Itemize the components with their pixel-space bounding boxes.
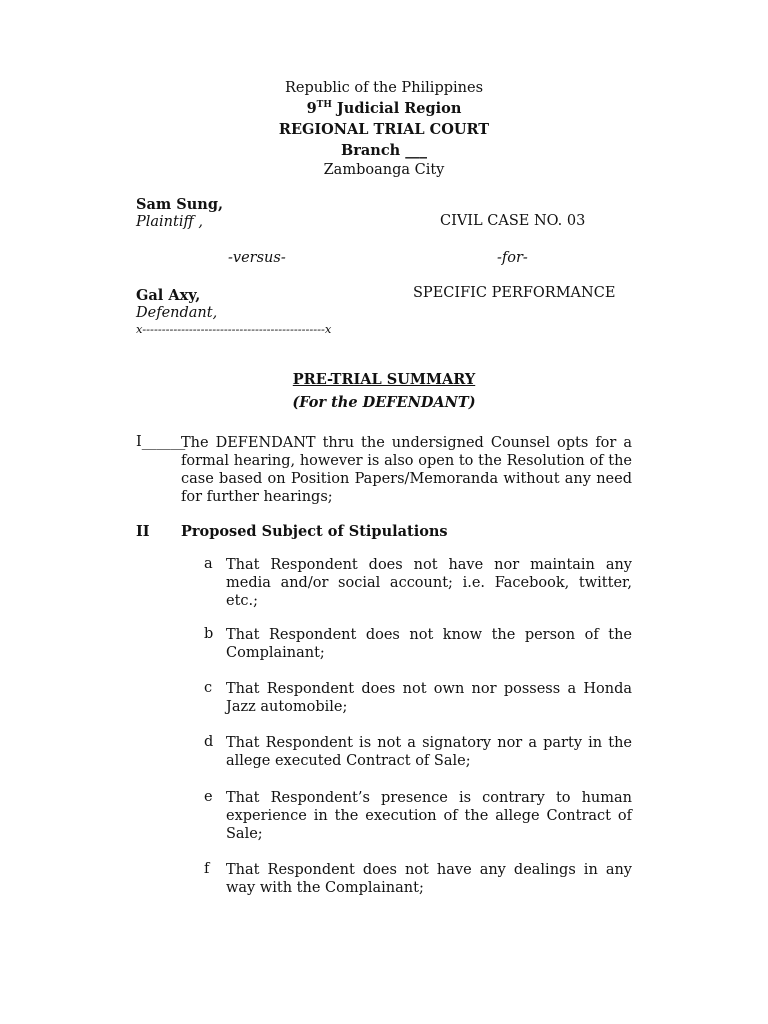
case-number: CIVIL CASE NO. 03 xyxy=(440,213,586,229)
header-judicial-region xyxy=(0,100,768,117)
stipulation-letter: f xyxy=(204,861,210,877)
section-2-numeral: II xyxy=(136,523,150,540)
header-region-number: 9 xyxy=(306,100,317,117)
section-1-numeral: I______ xyxy=(136,434,186,450)
stipulation-text: That Respondent does not have any dealings in any way with the Complainant; xyxy=(226,862,632,896)
header-region-suffix: TH xyxy=(316,100,332,110)
stipulation-letter: b xyxy=(204,626,214,642)
stipulation-text: That Respondent does not own nor possess a Honda Jazz automobile; xyxy=(226,681,632,715)
stipulation-letter: c xyxy=(204,680,213,696)
stipulation-text: That Respondent’s presence is contrary to human experience in the execution of the allege Contract of Sale; xyxy=(226,790,632,842)
header-republic: Republic of the Philippines xyxy=(284,80,484,96)
section-1-text: The DEFENDANT thru the undersigned Counsel opts for a formal hearing, however is also open to the Resolution of the case based on Position Papers/Memoranda without any need for further hearings; xyxy=(181,435,632,505)
header-region-text: Judicial Region xyxy=(331,100,462,117)
stipulation-text: That Respondent does not know the person of the Complainant; xyxy=(226,627,632,661)
document-subtitle: (For the DEFENDANT) xyxy=(292,394,476,411)
caption-separator: x-----------------------------------------------x xyxy=(136,322,332,336)
versus-label: -versus- xyxy=(228,250,286,266)
plaintiff-name: Sam Sung, xyxy=(136,196,223,213)
header-branch: Branch ___ xyxy=(340,142,427,159)
stipulation-text: That Respondent does not have nor maintain any media and/or social account; i.e. Facebook, twitter, etc.; xyxy=(226,557,632,609)
document-title: PRE-TRIAL SUMMARY xyxy=(292,371,476,388)
stipulation-letter: e xyxy=(204,789,213,805)
header-court: REGIONAL TRIAL COURT xyxy=(278,121,490,138)
section-2-heading: Proposed Subject of Stipulations xyxy=(181,523,448,540)
header-city: Zamboanga City xyxy=(323,162,445,178)
for-label: -for- xyxy=(497,250,528,266)
defendant-role: Defendant, xyxy=(136,305,218,321)
defendant-name: Gal Axy, xyxy=(136,287,201,304)
stipulation-letter: d xyxy=(204,734,214,750)
stipulation-text: That Respondent is not a signatory nor a party in the allege executed Contract of Sale; xyxy=(226,735,632,769)
stipulation-letter: a xyxy=(204,556,213,572)
case-nature: SPECIFIC PERFORMANCE xyxy=(413,285,616,301)
plaintiff-role: Plaintiff , xyxy=(136,214,203,230)
